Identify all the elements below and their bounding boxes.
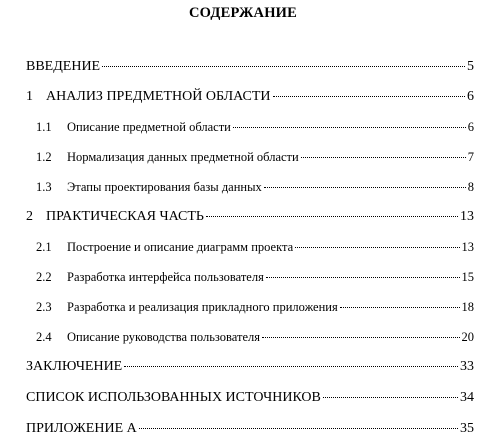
- toc-entry-number: 1.3: [36, 180, 52, 194]
- toc-entry-section-2-1[interactable]: [36, 238, 474, 256]
- toc-dot-leader: [301, 157, 466, 158]
- toc-entry-section-2[interactable]: [26, 208, 474, 226]
- toc-page-number: 13: [461, 240, 474, 254]
- toc-entry-section-1-2[interactable]: [36, 148, 474, 166]
- toc-dot-leader: [102, 66, 465, 67]
- toc-dot-leader: [262, 337, 459, 338]
- toc-page-number: 18: [461, 300, 474, 314]
- toc-dot-leader: [206, 216, 458, 217]
- toc-entry-text: АНАЛИЗ ПРЕДМЕТНОЙ ОБЛАСТИ: [46, 89, 271, 104]
- toc-entry-number: 2.4: [36, 330, 52, 344]
- toc-entry-section-2-3[interactable]: [36, 298, 474, 316]
- page-title: СОДЕРЖАНИЕ: [188, 5, 298, 21]
- toc-entry-section-1-1[interactable]: [36, 118, 474, 136]
- toc-dot-leader: [264, 187, 466, 188]
- toc-page-number: 7: [467, 150, 474, 164]
- toc-page-number: 6: [467, 120, 474, 134]
- toc-entry-text: Нормализация данных предметной области: [67, 150, 299, 164]
- toc-entry-text: Описание предметной области: [67, 120, 231, 134]
- toc-dot-leader: [124, 366, 458, 367]
- toc-dot-leader: [340, 307, 460, 308]
- toc-entry-appendix-a[interactable]: [26, 420, 474, 438]
- toc-page-number: 5: [467, 59, 474, 74]
- toc-page-number: 13: [460, 209, 474, 224]
- toc-dot-leader: [273, 96, 465, 97]
- toc-entry-references[interactable]: [26, 389, 474, 407]
- toc-page-number: 6: [467, 89, 474, 104]
- toc-entry-text: ЗАКЛЮЧЕНИЕ: [26, 359, 123, 374]
- toc-entry-number: 2: [26, 209, 33, 224]
- toc-page-number: 33: [460, 359, 474, 374]
- toc-entry-text: Разработка интерфейса пользователя: [67, 270, 264, 284]
- toc-entry-section-2-2[interactable]: [36, 268, 474, 286]
- toc-entry-number: 1: [26, 89, 33, 104]
- toc-dot-leader: [266, 277, 460, 278]
- toc-entry-number: 2.2: [36, 270, 52, 284]
- toc-entry-number: 1.2: [36, 150, 52, 164]
- toc-entry-section-1-3[interactable]: [36, 178, 474, 196]
- toc-page-number: 15: [461, 270, 474, 284]
- toc-entry-text: Построение и описание диаграмм проекта: [67, 240, 294, 254]
- toc-entry-text: ПРАКТИЧЕСКАЯ ЧАСТЬ: [46, 209, 204, 224]
- toc-entry-number: 2.1: [36, 240, 52, 254]
- toc-dot-leader: [295, 247, 459, 248]
- toc-entry-text: Описание руководства пользователя: [67, 330, 261, 344]
- toc-entry-text: СПИСОК ИСПОЛЬЗОВАННЫХ ИСТОЧНИКОВ: [26, 390, 321, 405]
- toc-page-number: 20: [461, 330, 474, 344]
- toc-page-number: 8: [467, 180, 474, 194]
- toc-page-number: 34: [460, 390, 474, 405]
- toc-entry-section-1[interactable]: [26, 88, 474, 106]
- toc-entry-number: 2.3: [36, 300, 52, 314]
- toc-page-number: 35: [460, 421, 474, 436]
- toc-entry-section-2-4[interactable]: [36, 328, 474, 346]
- toc-entry-conclusion[interactable]: [26, 358, 474, 376]
- toc-entry-text: Этапы проектирования базы данных: [67, 180, 262, 194]
- toc-entry-number: 1.1: [36, 120, 52, 134]
- toc-dot-leader: [139, 428, 458, 429]
- toc-entry-text: Разработка и реализация прикладного приложения: [67, 300, 338, 314]
- toc-dot-leader: [233, 127, 466, 128]
- toc-entry-introduction[interactable]: [26, 58, 474, 76]
- toc-dot-leader: [323, 397, 458, 398]
- toc-entry-text: ПРИЛОЖЕНИЕ А: [26, 421, 137, 436]
- toc-entry-text: ВВЕДЕНИЕ: [26, 59, 101, 74]
